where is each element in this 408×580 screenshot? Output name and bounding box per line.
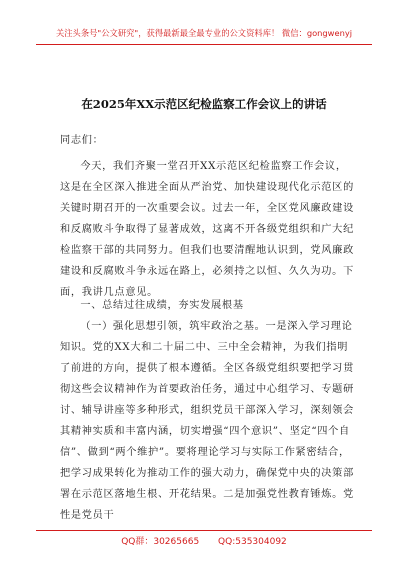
- footer-qq-group: QQ群：30265665: [121, 537, 200, 547]
- header-banner: 关注头条号"公文研究"，获得最新最全最专业的公文资料库！ 微信：gongwenyj: [55, 28, 353, 38]
- footer: [0, 534, 408, 547]
- paragraph-body: （一）强化思想引领，筑牢政治之基。一是深入学习理论知识。党的XX大和二十届二中、三中全会精神，为我们指明了前进的方向，提供了根本遵循。全区各级党组织要把学习贯彻这些会议精神作为首要政治任务，通过中心组学习、专题研讨、辅导讲座等多种形式，组织党员干部深入学习，深刻领会其精神实质和丰富内涵，切实增强“四个意识”、坚定“四个自信”、做到“两个维护”。要将理论学习与实际工作紧密结合，把学习成果转化为推动工作的强大动力，确保党中央的决策部署在示范区落地生根、开花结果。二是加强党性教育锤炼。党性是党员干: [60, 321, 354, 521]
- footer-qq: QQ:535304092: [218, 537, 287, 547]
- document-title: 在2025年XX示范区纪检监察工作会议上的讲话: [81, 97, 327, 111]
- header-divider: [36, 44, 372, 45]
- paragraph-intro: 今天，我们齐聚一堂召开XX示范区纪检监察工作会议，这是在全区深入推进全面从严治党、加快建设现代化示范区的关键时期召开的一次重要会议。过去一年，全区党风廉政建设和反腐败斗争取得了显著成效，这离不开各级党组织和广大纪检监察干部的共同努力。但我们也要清醒地认识到，党风廉政建设和反腐败斗争永远在路上，必须持之以恒、久久为功。下面，我讲几点意见。: [60, 161, 354, 298]
- salutation: 同志们：: [60, 135, 104, 146]
- footer-divider: [36, 530, 372, 531]
- section-heading: 一、总结过往成绩，夯实发展根基: [80, 300, 244, 311]
